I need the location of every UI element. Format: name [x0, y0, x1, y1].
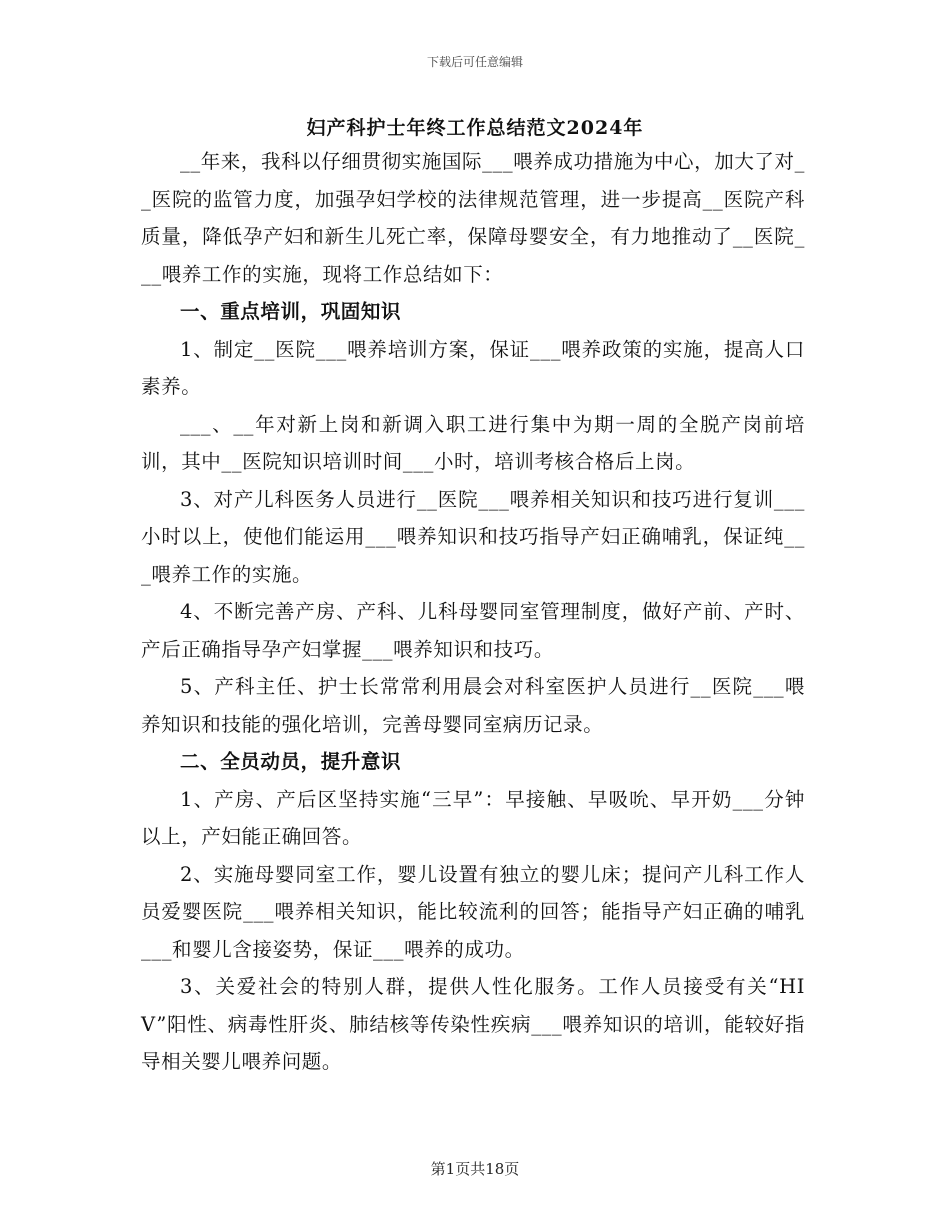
list-item: 1、产房、产后区坚持实施“三早”：早接触、早吸吮、早开奶___分钟以上，产妇能正确回答。	[141, 787, 805, 848]
document-title: 妇产科护士年终工作总结范文2024年	[306, 117, 644, 139]
list-item: 3、关爱社会的特别人群，提供人性化服务。工作人员接受有关“HIV”阳性、病毒性肝炎、肺结核等传染性疾病___喂养知识的培训，能较好指导相关婴儿喂养问题。	[141, 975, 805, 1073]
list-item: 1、制定__医院___喂养培训方案，保证___喂养政策的实施，提高人口素养。	[141, 337, 805, 398]
intro-paragraph: __年来，我科以仔细贯彻实施国际___喂养成功措施为中心，加大了对__医院的监管力度，加强孕妇学校的法律规范管理，进一步提高__医院产科质量，降低孕产妇和新生儿死亡率，保障母婴安全，有力地推动了__医院___喂养工作的实施，现将工作总结如下：	[141, 150, 805, 286]
list-item: 5、产科主任、护士长常常利用晨会对科室医护人员进行__医院___喂养知识和技能的强化培训，完善母婴同室病历记录。	[141, 675, 805, 736]
list-item: ___、__年对新上岗和新调入职工进行集中为期一周的全脱产岗前培训，其中__医院知识培训时间___小时，培训考核合格后上岗。	[141, 412, 805, 473]
section-heading-2: 二、全员动员，提升意识	[180, 750, 402, 773]
list-item: 2、实施母婴同室工作，婴儿设置有独立的婴儿床；提问产儿科工作人员爱婴医院___喂养相关知识，能比较流利的回答；能指导产妇正确的哺乳___和婴儿含接姿势，保证___喂养的成功。	[141, 862, 805, 961]
page-header-note: 下载后可任意编辑	[426, 55, 523, 69]
list-item: 4、不断完善产房、产科、儿科母婴同室管理制度，做好产前、产时、产后正确指导孕产妇掌握___喂养知识和技巧。	[141, 600, 805, 661]
document-body	[141, 143, 805, 1081]
section-heading-1: 一、重点培训，巩固知识	[180, 300, 402, 323]
list-item: 3、对产儿科医务人员进行__医院___喂养相关知识和技巧进行复训___小时以上，使他们能运用___喂养知识和技巧指导产妇正确哺乳，保证纯___喂养工作的实施。	[141, 487, 805, 586]
page-number: 第1页共18页	[430, 1160, 520, 1178]
